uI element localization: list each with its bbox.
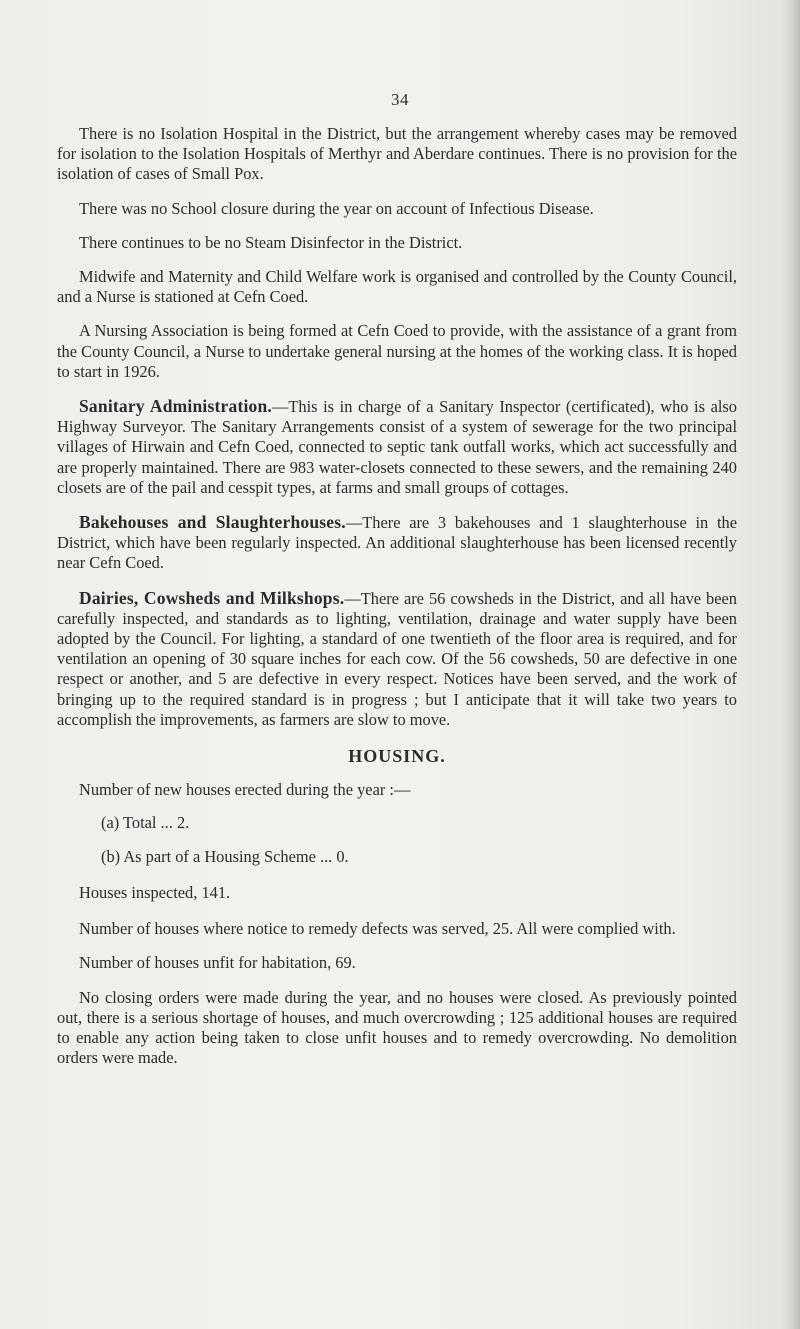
notice-served-paragraph: Number of houses where notice to remedy defects was served, 25. All were complied with. <box>79 919 676 939</box>
housing-item-a-label: (a) <box>101 813 120 833</box>
houses-inspected: Houses inspected, 141. <box>79 882 231 902</box>
dairies-paragraph <box>57 588 737 730</box>
nursing-association-paragraph: A Nursing Association is being formed at Cefn Coed to provide, with the assistance of a grant from the County Council, a Nurse to undertake general nursing at the homes of the working class. It is hoped to start in 1926. <box>57 321 737 381</box>
closing-orders-paragraph: No closing orders were made during the year, and no houses were closed. As previously pointed out, there is a serious shortage of houses, and much overcrowding ; 125 additional houses are required to enable any action being taken to close unfit houses and to remedy overcrowding. No demolition orders were made. <box>57 987 737 1068</box>
dairies-heading: Dairies, Cowsheds and Milkshops. <box>79 587 345 608</box>
new-houses-intro: Number of new houses erected during the year :— <box>79 780 411 800</box>
page-number: 34 <box>391 90 409 109</box>
unfit-houses-paragraph: Number of houses unfit for habitation, 69. <box>79 953 356 973</box>
midwife-paragraph: Midwife and Maternity and Child Welfare work is organised and controlled by the County Council, and a Nurse is stationed at Cefn Coed. <box>57 267 737 307</box>
document-body <box>57 124 737 1082</box>
bakehouses-text: —There are 3 bakehouses and 1 slaughterhouse in the District, which have been regularly inspected. An additional slaughterhouse has been licensed recently near Cefn Coed. <box>57 513 738 573</box>
bakehouses-paragraph <box>57 512 737 574</box>
housing-item-a-text: Total ... 2. <box>123 813 190 833</box>
bakehouses-heading: Bakehouses and Slaughterhouses. <box>79 512 346 533</box>
housing-item-b-text: As part of a Housing Scheme ... 0. <box>123 846 349 866</box>
sanitary-administration-paragraph <box>57 396 737 498</box>
housing-item-b <box>79 847 737 867</box>
school-closure-paragraph: There was no School closure during the year on account of Infectious Disease. <box>79 198 594 218</box>
housing-item-a <box>79 813 737 833</box>
page-edge-shadow <box>782 0 800 1329</box>
isolation-paragraph: There is no Isolation Hospital in the District, but the arrangement whereby cases may be removed for isolation to the Isolation Hospitals of Merthyr and Aberdare continues. There is no provision for the isolation of cases of Small Pox. <box>57 124 737 184</box>
dairies-text: —There are 56 cowsheds in the District, and all have been carefully inspected, and standards as to lighting, ventilation, drainage and water supply have been adopted by the Council. For lighting, a standard of one twentieth of the floor area is required, and for ventilation an opening of 30 square inches for each cow. Of the 56 cowsheds, 50 are defective in one respect or another, and 5 are defective in every respect. Notices have been served, and the work of bringing up to the required standard is in progress ; but I anticipate that it will take two years to accomplish the improvements, as farmers are slow to move. <box>57 588 737 729</box>
housing-section-title: HOUSING. <box>348 746 446 767</box>
sanitary-administration-text: —This is in charge of a Sanitary Inspector (certificated), who is also Highway Surveyor. The Sanitary Arrangements consist of a system of sewerage for the two principal villages of Hirwain and Cefn Coed, connected to septic tank outfall works, which act successfully and are properly maintained. There are 983 water-closets connected to these sewers, and the remaining 240 closets are of the pail and cesspit types, at farms and small groups of cottages. <box>57 397 737 497</box>
steam-disinfector-paragraph: There continues to be no Steam Disinfector in the District. <box>79 232 463 252</box>
sanitary-administration-heading: Sanitary Administration. <box>79 396 272 417</box>
housing-item-b-label: (b) <box>101 846 121 866</box>
